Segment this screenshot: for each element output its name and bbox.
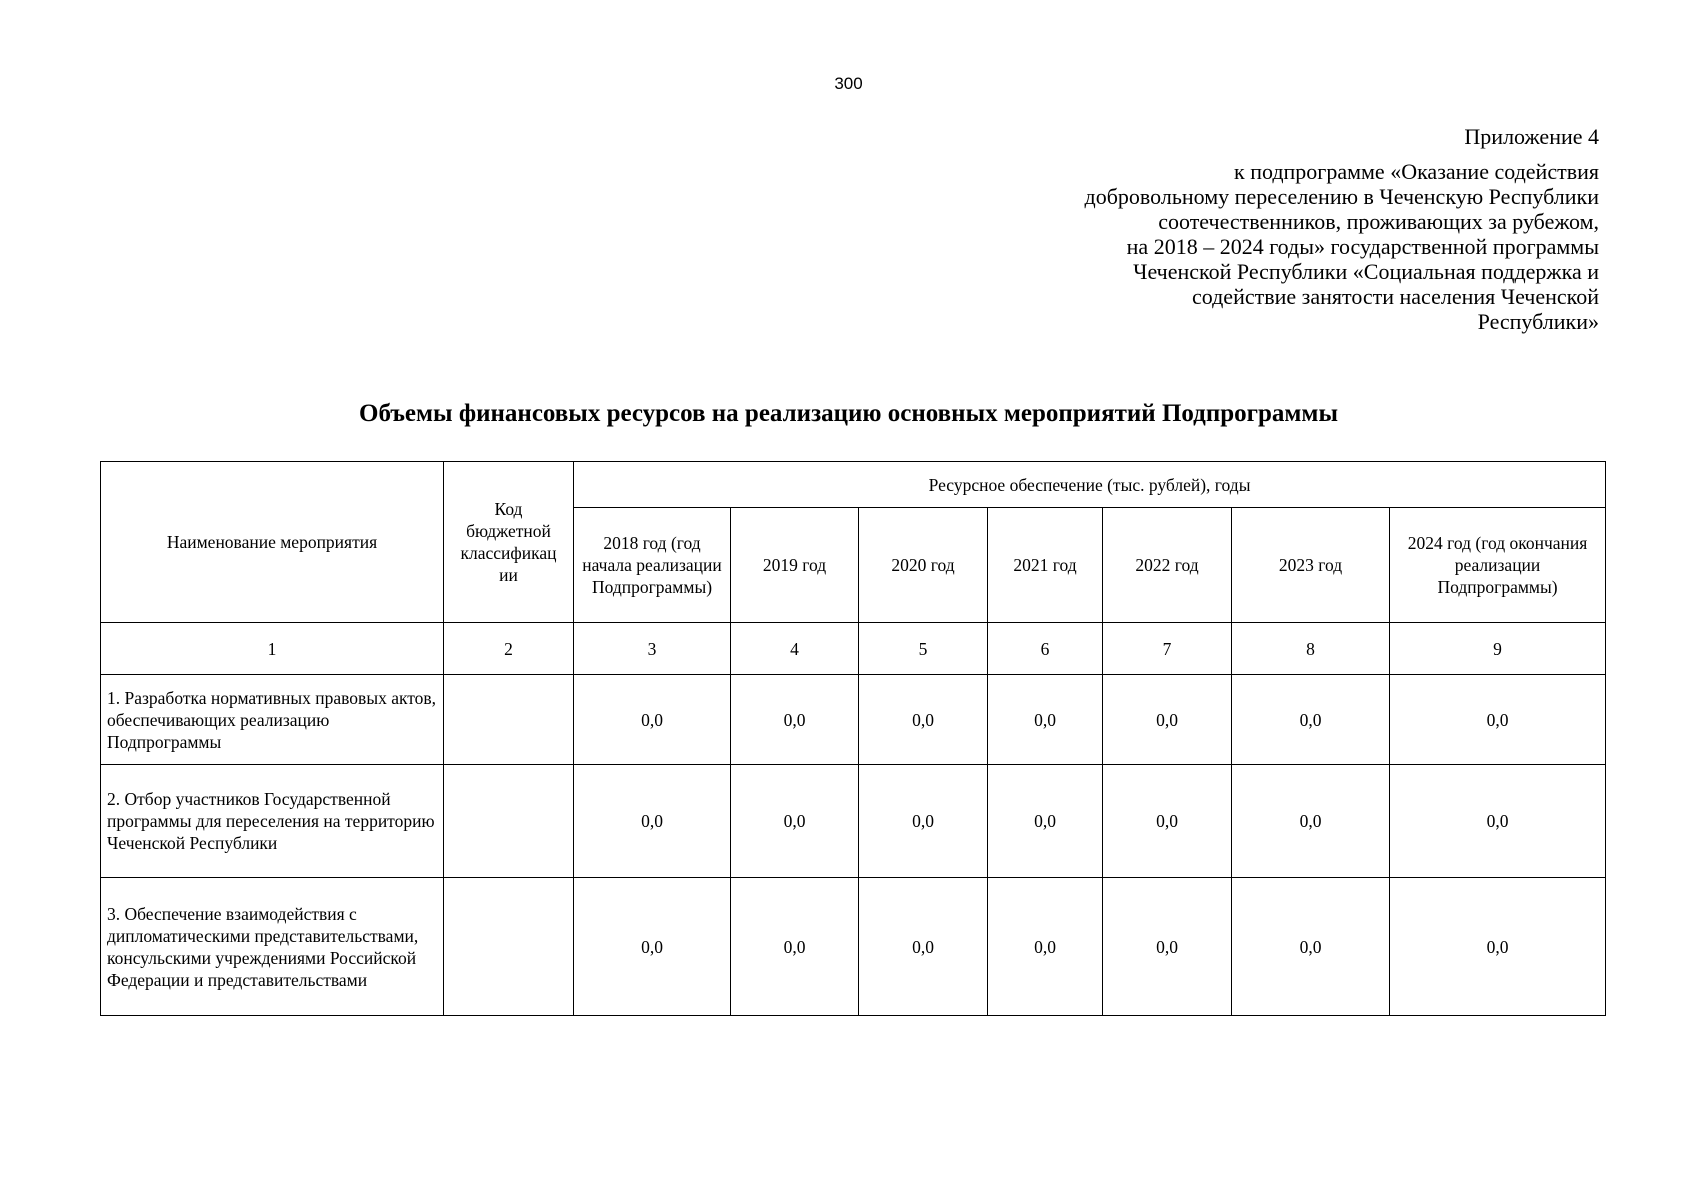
financial-resources-table bbox=[100, 461, 1606, 1016]
column-number: 8 bbox=[1232, 623, 1390, 675]
value-cell: 0,0 bbox=[731, 878, 859, 1016]
year-header: 2024 год (год окончания реализации Подпрограммы) bbox=[1390, 508, 1606, 623]
budget-code bbox=[444, 878, 574, 1016]
value-cell: 0,0 bbox=[1103, 878, 1232, 1016]
value-cell: 0,0 bbox=[574, 675, 731, 765]
year-header: 2022 год bbox=[1103, 508, 1232, 623]
value-cell: 0,0 bbox=[859, 878, 988, 1016]
budget-code bbox=[444, 675, 574, 765]
column-number: 2 bbox=[444, 623, 574, 675]
column-number: 5 bbox=[859, 623, 988, 675]
value-cell: 0,0 bbox=[574, 765, 731, 878]
activity-name: 3. Обеспечение взаимодействия с дипломатическими представительствами, консульскими учреждениями Российской Федерации и представительствами bbox=[101, 878, 444, 1016]
appendix-line: к подпрограмме «Оказание содействия bbox=[1234, 159, 1599, 184]
year-header: 2019 год bbox=[731, 508, 859, 623]
value-cell: 0,0 bbox=[988, 675, 1103, 765]
budget-code bbox=[444, 765, 574, 878]
value-cell: 0,0 bbox=[859, 675, 988, 765]
header-row bbox=[101, 462, 1606, 508]
year-header: 2018 год (год начала реализации Подпрограммы) bbox=[574, 508, 731, 623]
activity-name: 2. Отбор участников Государственной программы для переселения на территорию Чеченской Республики bbox=[101, 765, 444, 878]
value-cell: 0,0 bbox=[1390, 675, 1606, 765]
value-cell: 0,0 bbox=[731, 675, 859, 765]
year-header: 2023 год bbox=[1232, 508, 1390, 623]
column-number: 4 bbox=[731, 623, 859, 675]
column-numbers-row bbox=[101, 623, 1606, 675]
table-row bbox=[101, 675, 1606, 765]
value-cell: 0,0 bbox=[1232, 675, 1390, 765]
value-cell: 0,0 bbox=[574, 878, 731, 1016]
table-row bbox=[101, 765, 1606, 878]
table-row bbox=[101, 878, 1606, 1016]
value-cell: 0,0 bbox=[1232, 765, 1390, 878]
value-cell: 0,0 bbox=[1390, 878, 1606, 1016]
page-number: 300 bbox=[834, 74, 863, 93]
appendix-line: соотечественников, проживающих за рубежом, bbox=[1158, 209, 1599, 234]
column-number: 7 bbox=[1103, 623, 1232, 675]
column-number: 9 bbox=[1390, 623, 1606, 675]
value-cell: 0,0 bbox=[1232, 878, 1390, 1016]
column-number: 3 bbox=[574, 623, 731, 675]
appendix-line: Республики» bbox=[1477, 309, 1599, 334]
value-cell: 0,0 bbox=[731, 765, 859, 878]
value-cell: 0,0 bbox=[1103, 765, 1232, 878]
year-header: 2021 год bbox=[988, 508, 1103, 623]
column-number: 6 bbox=[988, 623, 1103, 675]
column-header-name: Наименование мероприятия bbox=[101, 462, 444, 623]
column-header-code: Код бюджетной классификац ии bbox=[444, 462, 574, 623]
appendix-line: содействие занятости населения Чеченской bbox=[1191, 284, 1599, 309]
document-title: Объемы финансовых ресурсов на реализацию основных мероприятий Подпрограммы bbox=[359, 400, 1338, 427]
appendix-block bbox=[1085, 124, 1599, 334]
value-cell: 0,0 bbox=[988, 878, 1103, 1016]
value-cell: 0,0 bbox=[859, 765, 988, 878]
value-cell: 0,0 bbox=[1390, 765, 1606, 878]
appendix-line: на 2018 – 2024 годы» государственной программы bbox=[1126, 234, 1599, 259]
appendix-line: Чеченской Республики «Социальная поддержка и bbox=[1133, 259, 1599, 284]
resource-header: Ресурсное обеспечение (тыс. рублей), годы bbox=[574, 462, 1606, 508]
appendix-line: добровольному переселению в Чеченскую Республики bbox=[1084, 184, 1599, 209]
year-header: 2020 год bbox=[859, 508, 988, 623]
appendix-title: Приложение 4 bbox=[1464, 124, 1599, 149]
column-number: 1 bbox=[101, 623, 444, 675]
activity-name: 1. Разработка нормативных правовых актов, обеспечивающих реализацию Подпрограммы bbox=[101, 675, 444, 765]
value-cell: 0,0 bbox=[988, 765, 1103, 878]
value-cell: 0,0 bbox=[1103, 675, 1232, 765]
